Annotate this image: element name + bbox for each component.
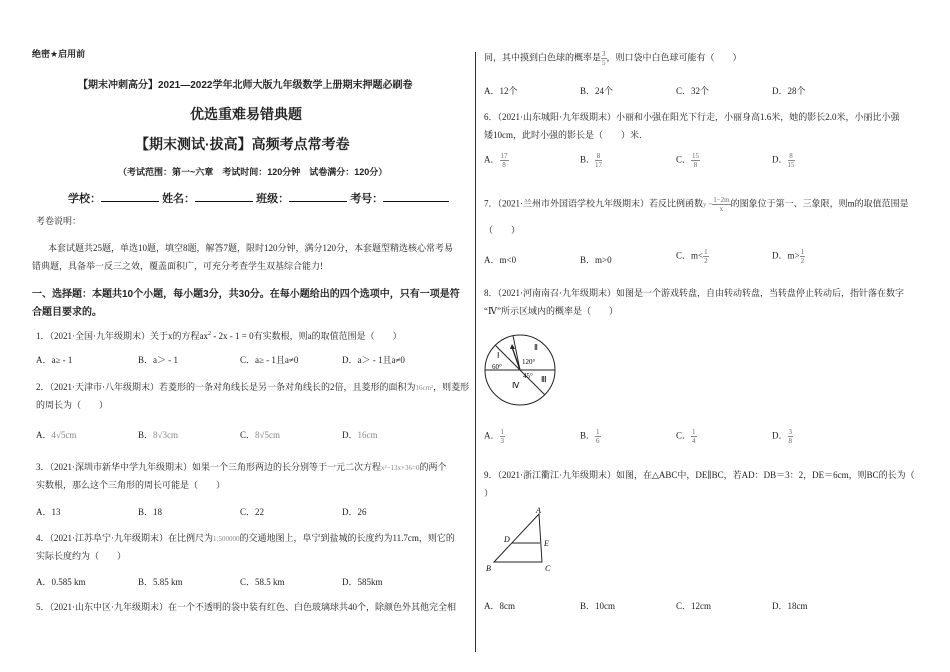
q3-stem: 3．（2021·深圳市新华中学九年级期末）如果一个三角形两边的长分别等于一元二次方程x²−13x+36=0的两个 — [36, 462, 447, 472]
q4-option-a[interactable]: A．0.585 km — [36, 577, 86, 587]
q8-option-c[interactable]: C． $\frac{1}{4}$ — [676, 428, 696, 445]
spinner-figure — [482, 324, 562, 414]
q9-option-b[interactable]: B．10cm — [580, 601, 615, 611]
triangle-abc — [494, 514, 542, 562]
class-label: 班级： — [256, 193, 290, 205]
q8-option-d[interactable]: D． $\frac{3}{8}$ — [772, 428, 792, 445]
q2-option-d[interactable]: D．16cm — [342, 430, 378, 440]
q2-stem: 2．（2021·天津市·八年级期末）若菱形的一条对角线长是另一条对角线长的2倍，且菱形的面积为16cm²，则菱形 — [36, 382, 470, 392]
section1-line2: 合题目要求的。 — [32, 307, 102, 318]
q9-option-d[interactable]: D．18cm — [772, 601, 808, 611]
q6-option-d[interactable]: D． $\frac{8}{15}$ — [772, 152, 795, 169]
q6-option-c[interactable]: C． $\frac{15}{8}$ — [676, 152, 700, 169]
q6-option-a[interactable]: A． $\frac{17}{8}$ — [484, 152, 508, 169]
student-info — [68, 190, 449, 206]
q4-option-b[interactable]: B．5.85 km — [138, 577, 183, 587]
paper-title: 【期末冲刺高分】2021—2022学年北师大版九年级数学上册期末押题必刷卷 — [78, 80, 413, 91]
q9-stem: 9．（2021·浙江衢江·九年级期末）如图，在△ABC中，DE∥BC，若AD：DB＝3：2，DE＝6cm，则BC的长为（ — [484, 470, 915, 480]
angle-60-label: 60° — [492, 363, 502, 371]
q7-option-a[interactable]: A．m<0 — [484, 255, 517, 265]
name-blank[interactable] — [195, 190, 253, 202]
q2-stem-line2: 的周长为（ ） — [36, 400, 109, 410]
region-ii-label: Ⅱ — [534, 343, 538, 352]
q4-option-d[interactable]: D．585km — [342, 577, 383, 587]
angle-45-label: 45° — [523, 372, 533, 380]
q3-option-b[interactable]: B．18 — [138, 507, 163, 517]
id-label: 考号： — [350, 193, 384, 205]
q7-stem-line2: （ ） — [484, 225, 521, 235]
notes-line1: 本套试题共25题，单选10题，填空8题，解答7题，限时120分钟，满分120分，本套题型精选核心常考易 — [48, 243, 454, 253]
q1-option-c[interactable]: C．a≥ - 1且a≠0 — [240, 355, 299, 365]
q1-option-a[interactable]: A．a≥ - 1 — [36, 355, 73, 365]
school-blank[interactable] — [101, 190, 159, 202]
point-d-label: D — [504, 535, 510, 544]
school-label: 学校： — [68, 193, 101, 205]
q8-option-b[interactable]: B． $\frac{1}{6}$ — [580, 428, 600, 445]
class-blank[interactable] — [289, 190, 347, 202]
vertex-b-label: B — [486, 564, 491, 573]
pointer-arrow-icon — [510, 344, 515, 349]
q7-option-d[interactable]: D．m> $\frac{1}{2}$ — [772, 248, 805, 265]
q5-stem-cont: 同，其中摸到白色球的概率是 $\frac{3}{5}$ ，则口袋中白色球可能有（ ） — [484, 50, 742, 67]
name-label: 姓名： — [162, 193, 196, 205]
q7-option-b[interactable]: B．m>0 — [580, 255, 612, 265]
exam-name: 【期末测试·拔高】高频考点常考卷 — [135, 136, 350, 152]
region-iv-label: Ⅳ — [512, 381, 520, 390]
q8-stem: 8．（2021·河南南召·九年级期末）如图是一个游戏转盘，自由转动转盘，当转盘停止转动后，指针落在数字 — [484, 288, 904, 298]
q5-option-a[interactable]: A．12个 — [484, 86, 518, 96]
q8-stem-line2: “Ⅳ”所示区域内的概率是（ ） — [484, 306, 618, 316]
point-e-label: E — [544, 539, 549, 548]
q2-option-c[interactable]: C．8√5cm — [240, 430, 280, 440]
q3-option-c[interactable]: C．22 — [240, 507, 265, 517]
q6-option-b[interactable]: B． $\frac{8}{17}$ — [580, 152, 603, 169]
q2-option-b[interactable]: B．8√3cm — [138, 430, 178, 440]
q7-option-c[interactable]: C．m< $\frac{1}{2}$ — [676, 248, 708, 265]
q8-option-a[interactable]: A． $\frac{1}{3}$ — [484, 428, 504, 445]
q6-stem: 6．（2021·山东城阳·九年级期末）小丽和小强在阳光下行走，小丽身高1.6米，她的影长2.0米，小丽比小强 — [484, 112, 900, 122]
q1-option-d[interactable]: D．a＞ - 1且a≠0 — [342, 355, 405, 365]
q9-option-c[interactable]: C．12cm — [676, 601, 711, 611]
q7-stem: 7．（2021·兰州市外国语学校九年级期末）若反比例函数y = $\frac{1-2m}{x}$ 的图象位于第一、三象限，则m的取值范围是 — [484, 196, 909, 213]
q9-option-a[interactable]: A．8cm — [484, 601, 515, 611]
q5-option-b[interactable]: B．24个 — [580, 86, 614, 96]
q9-stem-line2: ） — [484, 488, 494, 498]
q4-stem: 4．（2021·江苏阜宁·九年级期末）在比例尺为1:500000的交通地图上，阜宁到盐城的长度约为11.7cm，则它的 — [36, 533, 455, 543]
q1-option-b[interactable]: B．a＞ - 1 — [138, 355, 178, 365]
region-i-label: Ⅰ — [497, 351, 500, 360]
notes-line2: 错典题，具备举一反三之效，覆盖面积广，可充分考查学生双基综合能力! — [32, 261, 323, 271]
q4-stem-line2: 实际长度约为（ ） — [36, 551, 127, 561]
q5-option-d[interactable]: D．28个 — [772, 86, 806, 96]
q3-stem-line2: 实数根，那么这个三角形的周长可能是（ ） — [36, 480, 226, 490]
q5-option-c[interactable]: C．32个 — [676, 86, 710, 96]
vertex-a-label: A — [536, 506, 541, 515]
vertex-c-label: C — [545, 564, 551, 573]
id-blank[interactable] — [383, 190, 449, 202]
paper-subtitle: 优选重难易错典题 — [190, 106, 302, 122]
notes-heading: 考卷说明： — [36, 216, 82, 226]
q1-stem: 1．（2021·全国·九年级期末）关于x的方程$ax^2 - 2x - 1 = 0$有实数根，则a的取值范围是（ ） — [36, 331, 402, 341]
triangle-figure — [482, 506, 562, 578]
region-iii-label: Ⅲ — [541, 375, 547, 384]
q3-option-a[interactable]: A．13 — [36, 507, 61, 517]
q2-option-a[interactable]: A．4√5cm — [36, 430, 77, 440]
confidential-mark: 绝密★启用前 — [32, 49, 86, 59]
q3-option-d[interactable]: D．26 — [342, 507, 367, 517]
q5-stem: 5．（2021·山东中区·九年级期末）在一个不透明的袋中装有红色、白色玻璃球共40个，除颜色外其他完全相 — [36, 602, 456, 612]
angle-120-label: 120° — [522, 358, 536, 366]
column-divider — [475, 52, 476, 652]
section1-line1: 一、选择题：本题共10个小题，每小题3分，共30分。在每小题给出的四个选项中，只有一项是符 — [32, 289, 460, 300]
q4-option-c[interactable]: C．58.5 km — [240, 577, 285, 587]
q6-stem-line2: 矮10cm，此时小强的影长是（ ）米． — [484, 130, 648, 140]
exam-scope: （考试范围：第一~六章 考试时间：120分钟 试卷满分：120分） — [118, 167, 388, 177]
